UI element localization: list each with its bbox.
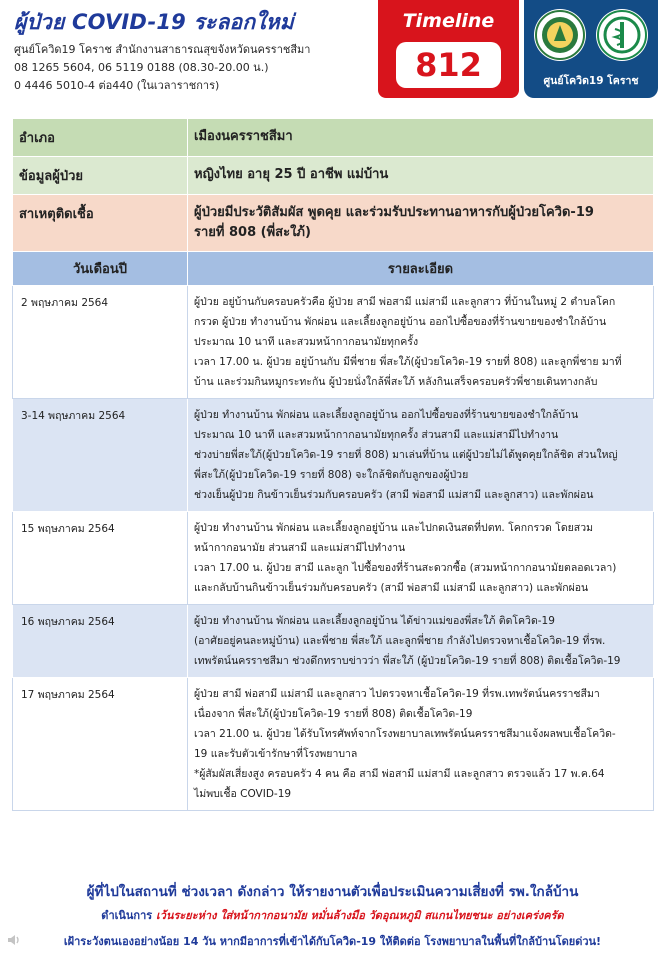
timeline-label: Timeline — [402, 10, 495, 32]
row-detail — [188, 399, 654, 512]
detail-line: เวลา 17.00 น. ผู้ป่วย สามี และลูก ไปซื้อของที่ร้านสะดวกซื้อ (สวมหน้ากากอนามัยตลอดเวลา) — [194, 562, 617, 574]
row-date: 17 พฤษภาคม 2564 — [13, 678, 188, 811]
row-detail — [188, 286, 654, 399]
patient-label: ข้อมูลผู้ป่วย — [13, 157, 188, 195]
row-date: 2 พฤษภาคม 2564 — [13, 286, 188, 399]
cause-row — [13, 195, 654, 252]
footer-line-2 — [0, 906, 665, 924]
phone-line-1: 08 1265 5604, 06 5119 0188 (08.30-20.00 น.) — [14, 61, 269, 74]
detail-line: เนื่องจาก พี่สะใภ้(ผู้ป่วยโควิด-19 รายที่ 808) ติดเชื้อโควิด-19 — [194, 708, 473, 720]
detail-line: กรวด ผู้ป่วย ทำงานบ้าน พักผ่อน และเลี้ยงลูกอยู่บ้าน ออกไปซื้อของที่ร้านขายของชำใกล้บ้าน — [194, 316, 607, 328]
detail-line: ช่วงเย็นผู้ป่วย กินข้าวเย็นร่วมกับครอบครัว (สามี พ่อสามี แม่สามี และลูกสาว) และพักผ่อน — [194, 489, 594, 501]
footer-line-2-measures: เว้นระยะห่าง ใส่หน้ากากอนามัย หมั่นล้างมือ วัดอุณหภูมิ สแกนไทยชนะ อย่างเคร่งครัด — [156, 909, 564, 922]
detail-line: ช่วงบ่ายพี่สะใภ้(ผู้ป่วยโควิด-19 รายที่ 808) มาเล่นที่บ้าน แต่ผู้ป่วยไม่ได้พูดคุยใกล้ชิด ส่วนใหญ่ — [194, 449, 618, 461]
provincial-health-seal-icon — [534, 9, 586, 61]
patient-row — [13, 157, 654, 195]
timeline-body — [13, 286, 654, 811]
footer-line-1: ผู้ที่ไปในสถานที่ ช่วงเวลา ดังกล่าว ให้รายงานตัวเพื่อประเมินความเสี่ยงที่ รพ.ใกล้บ้าน — [86, 884, 579, 900]
table-row — [13, 512, 654, 605]
detail-line: เวลา 21.00 น. ผู้ป่วย ได้รับโทรศัพท์จากโรงพยาบาลเทพรัตน์นครราชสีมาแจ้งผลพบเชื้อโควิด- — [194, 728, 616, 740]
page-title: ผู้ป่วย COVID-19 ระลอกใหม่ — [14, 10, 294, 34]
org-line: ศูนย์โควิด19 โคราช สำนักงานสาธารณสุขจังหวัดนครราชสีมา — [14, 43, 311, 56]
timeline-number: 812 — [396, 42, 501, 88]
detail-line: ประมาณ 10 นาที และสวมหน้ากากอนามัยทุกครั้ง — [194, 336, 419, 348]
row-date: 15 พฤษภาคม 2564 — [13, 512, 188, 605]
district-label: อำเภอ — [13, 119, 188, 157]
detail-line: ผู้ป่วย ทำงานบ้าน พักผ่อน และเลี้ยงลูกอยู่บ้าน และไปกดเงินสดที่ปตท. โคกกรวด โดยสวม — [194, 522, 594, 534]
detail-column-header: รายละเอียด — [188, 252, 654, 286]
detail-line: ผู้ป่วย ทำงานบ้าน พักผ่อน และเลี้ยงลูกอยู่บ้าน ได้ข่าวแม่ของพี่สะใภ้ ติดโควิด-19 — [194, 615, 555, 627]
date-column-header: วันเดือนปี — [13, 252, 188, 286]
footer-line-3: เฝ้าระวังตนเองอย่างน้อย 14 วัน หากมีอาการที่เข้าได้กับโควิด-19 ให้ติดต่อ โรงพยาบาลในพื้นที่ใกล้บ้านโดยด่วน! — [63, 935, 602, 948]
detail-line: ผู้ป่วย อยู่บ้านกับครอบครัวคือ ผู้ป่วย สามี พ่อสามี แม่สามี และลูกสาว ที่บ้านในหมู่ 2 ตำบลโคก — [194, 296, 616, 308]
table-row — [13, 286, 654, 399]
detail-line: เวลา 17.00 น. ผู้ป่วย อยู่บ้านกับ มีพี่ชาย พี่สะใภ้(ผู้ป่วยโควิด-19 รายที่ 808) และลูกพี่ชาย มาที่ — [194, 356, 622, 368]
district-value: เมืองนครราชสีมา — [188, 119, 654, 157]
detail-line: หน้ากากอนามัย ส่วนสามี และแม่สามีไปทำงาน — [194, 542, 406, 554]
detail-line: ประมาณ 10 นาที และสวมหน้ากากอนามัยทุกครั้ง ส่วนสามี และแม่สามีไปทำงาน — [194, 429, 559, 441]
table-row — [13, 678, 654, 811]
table-header-row — [13, 252, 654, 286]
table-row — [13, 399, 654, 512]
detail-line: เทพรัตน์นครราชสีมา ช่วงดึกทราบข่าวว่า พี่สะใภ้ (ผู้ป่วยโควิด-19 รายที่ 808) ติดเชื้อโควิด-19 — [194, 655, 621, 667]
cause-line: ผู้ป่วยมีประวัติสัมผัส พูดคุย และร่วมรับประทานอาหารกับผู้ป่วยโควิด-19 — [194, 205, 594, 220]
detail-line: 19 และรับตัวเข้ารักษาที่โรงพยาบาล — [194, 748, 358, 760]
cause-value — [188, 195, 654, 252]
cause-label: สาเหตุติดเชื้อ — [13, 195, 188, 252]
detail-line: ผู้ป่วย ทำงานบ้าน พักผ่อน และเลี้ยงลูกอยู่บ้าน ออกไปซื้อของที่ร้านขายของชำใกล้บ้าน — [194, 409, 579, 421]
row-date: 16 พฤษภาคม 2564 — [13, 605, 188, 678]
row-date: 3-14 พฤษภาคม 2564 — [13, 399, 188, 512]
row-detail — [188, 512, 654, 605]
speaker-icon — [6, 932, 22, 948]
header — [0, 0, 665, 130]
patient-value: หญิงไทย อายุ 25 ปี อาชีพ แม่บ้าน — [188, 157, 654, 195]
logo-panel — [524, 0, 658, 98]
detail-line: บ้าน และร่วมกินหมูกระทะกัน ผู้ป่วยนั่งใกล้พี่สะใภ้ หลังกินเสร็จครอบครัวพี่ชายเดินทางกลับ — [194, 376, 598, 388]
detail-line: *ผู้สัมผัสเสี่ยงสูง ครอบครัว 4 คน คือ สามี พ่อสามี แม่สามี และลูกสาว ตรวจแล้ว 17 พ.ค.64 — [194, 768, 605, 780]
cause-line: รายที่ 808 (พี่สะใภ้) — [194, 225, 311, 240]
row-detail — [188, 605, 654, 678]
detail-line: ผู้ป่วย สามี พ่อสามี แม่สามี และลูกสาว ไปตรวจหาเชื้อโควิด-19 ที่รพ.เทพรัตน์นครราชสีมา — [194, 688, 600, 700]
phone-line-2: 0 4446 5010-4 ต่อ440 (ในเวลาราชการ) — [14, 79, 220, 92]
footer-line-2-prefix: ดำเนินการ — [101, 909, 153, 922]
detail-line: ไม่พบเชื้อ COVID-19 — [194, 788, 292, 800]
detail-line: และกลับบ้านกินข้าวเย็นร่วมกับครอบครัว (สามี พ่อสามี แม่สามี และลูกสาว) และพักผ่อน — [194, 582, 589, 594]
logo-caption: ศูนย์โควิด19 โคราช — [543, 75, 639, 87]
district-row — [13, 119, 654, 157]
ministry-public-health-seal-icon — [596, 9, 648, 61]
table-row — [13, 605, 654, 678]
case-table — [12, 118, 654, 811]
detail-line: (อาศัยอยู่คนละหมู่บ้าน) และพี่ชาย พี่สะใภ้ และลูกพี่ชาย กำลังไปตรวจหาเชื้อโควิด-19 ที่รพ. — [194, 635, 606, 647]
row-detail — [188, 678, 654, 811]
detail-line: พี่สะใภ้(ผู้ป่วยโควิด-19 รายที่ 808) จะใกล้ชิดกับลูกของผู้ป่วย — [194, 469, 469, 481]
timeline-badge — [378, 0, 519, 98]
